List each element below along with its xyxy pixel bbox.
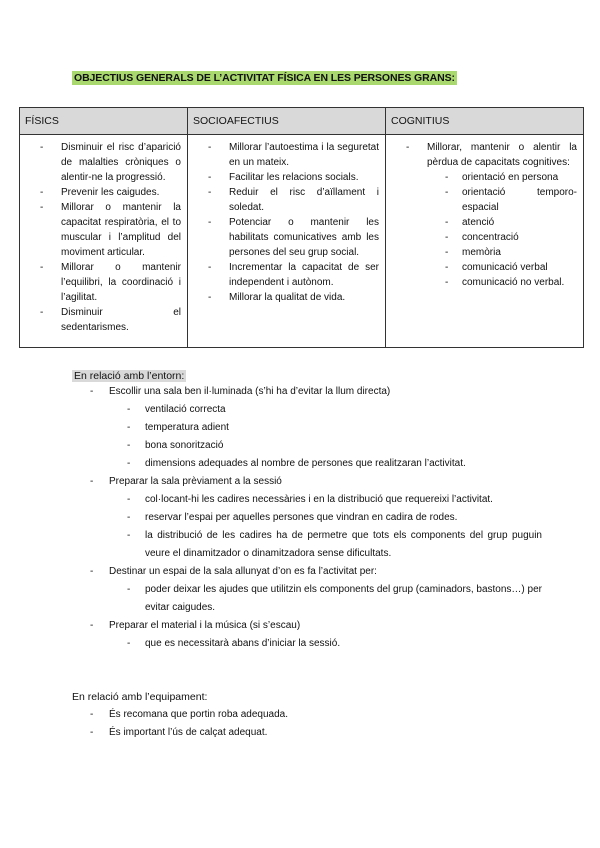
sub-list-item: - que es necessitarà abans d’iniciar la sessió. [109, 635, 542, 653]
cell-fisics [20, 135, 188, 348]
entorn-item-text: Escollir una sala ben il·luminada (s’hi ha d’evitar la llum directa) [109, 386, 391, 397]
list-item: - És recomana que portin roba adequada. [72, 706, 542, 724]
sub-list-item: - concentració [427, 230, 577, 245]
list-item [390, 140, 577, 290]
list-item: - Potenciar o mantenir les habilitats comunicatives amb les persones del seu grup social. [192, 215, 379, 260]
header-fisics: FÍSICS [20, 108, 188, 135]
sub-list-item: - orientació en persona [427, 170, 577, 185]
entorn-item-text: Destinar un espai de la sala allunyat d’on es fa l’activitat per: [109, 566, 377, 577]
sub-list-item: - ventilació correcta [109, 401, 542, 419]
sub-list-item: - memòria [427, 245, 577, 260]
list-item: - Millorar o mantenir la capacitat respiratòria, el to muscular i l’amplitud del moviment articular. [24, 200, 181, 260]
list-item: - Millorar la qualitat de vida. [192, 290, 379, 305]
list-item: - Disminuir el sedentarismes. [24, 305, 181, 335]
page-title: OBJECTIUS GENERALS DE L’ACTIVITAT FÍSICA EN LES PERSONES GRANS: [74, 72, 455, 84]
objectives-table [19, 107, 584, 348]
sub-list-item: - la distribució de les cadires ha de permetre que tots els components del grup puguin veure el dinamitzador o dinamitzadora sense dificultats. [109, 527, 542, 563]
list-item [72, 473, 542, 563]
list-item: - Incrementar la capacitat de ser independent i autònom. [192, 260, 379, 290]
sub-list-item: - atenció [427, 215, 577, 230]
list-item: - Disminuir el risc d’aparició de malalties cròniques o alentir-ne la progressió. [24, 140, 181, 185]
list-item: - Prevenir les caigudes. [24, 185, 181, 200]
sub-list-item: - reservar l’espai per aquelles persones que vindran en cadira de rodes. [109, 509, 542, 527]
list-item [72, 563, 542, 617]
equipament-heading: En relació amb l’equipament: [72, 691, 208, 703]
list-item: - És important l’ús de calçat adequat. [72, 724, 542, 742]
sub-list-item: - orientació temporo-espacial [427, 185, 577, 215]
entorn-heading: En relació amb l’entorn: [74, 370, 185, 382]
list-item: - Millorar o mantenir l’equilibri, la coordinació i l’agilitat. [24, 260, 181, 305]
header-socioafectius: SOCIOAFECTIUS [188, 108, 386, 135]
equipament-list [72, 706, 542, 742]
list-item: - Facilitar les relacions socials. [192, 170, 379, 185]
sub-list-item: - dimensions adequades al nombre de persones que realitzaran l’activitat. [109, 455, 542, 473]
sub-list-item: - comunicació no verbal. [427, 275, 577, 290]
cell-socioafectius [188, 135, 386, 348]
list-item [72, 383, 542, 473]
entorn-item-text: Preparar la sala prèviament a la sessió [109, 476, 282, 487]
cell-cognitius [386, 135, 584, 348]
entorn-list [72, 383, 542, 653]
sub-list-item: - comunicació verbal [427, 260, 577, 275]
entorn-item-text: Preparar el material i la música (si s’escau) [109, 620, 301, 631]
list-item: - Reduir el risc d’aïllament i soledat. [192, 185, 379, 215]
list-item: - Millorar l’autoestima i la seguretat en un mateix. [192, 140, 379, 170]
sub-list-item: - bona sonorització [109, 437, 542, 455]
cognitius-intro: Millorar, mantenir o alentir la pèrdua de capacitats cognitives: [427, 142, 577, 168]
sub-list-item: - temperatura adient [109, 419, 542, 437]
header-cognitius: COGNITIUS [386, 108, 584, 135]
list-item [72, 617, 542, 653]
sub-list-item: - poder deixar les ajudes que utilitzin els components del grup (caminadors, bastons…) per evitar caigudes. [109, 581, 542, 617]
sub-list-item: - col·locant-hi les cadires necessàries i en la distribució que requereixi l’activitat. [109, 491, 542, 509]
